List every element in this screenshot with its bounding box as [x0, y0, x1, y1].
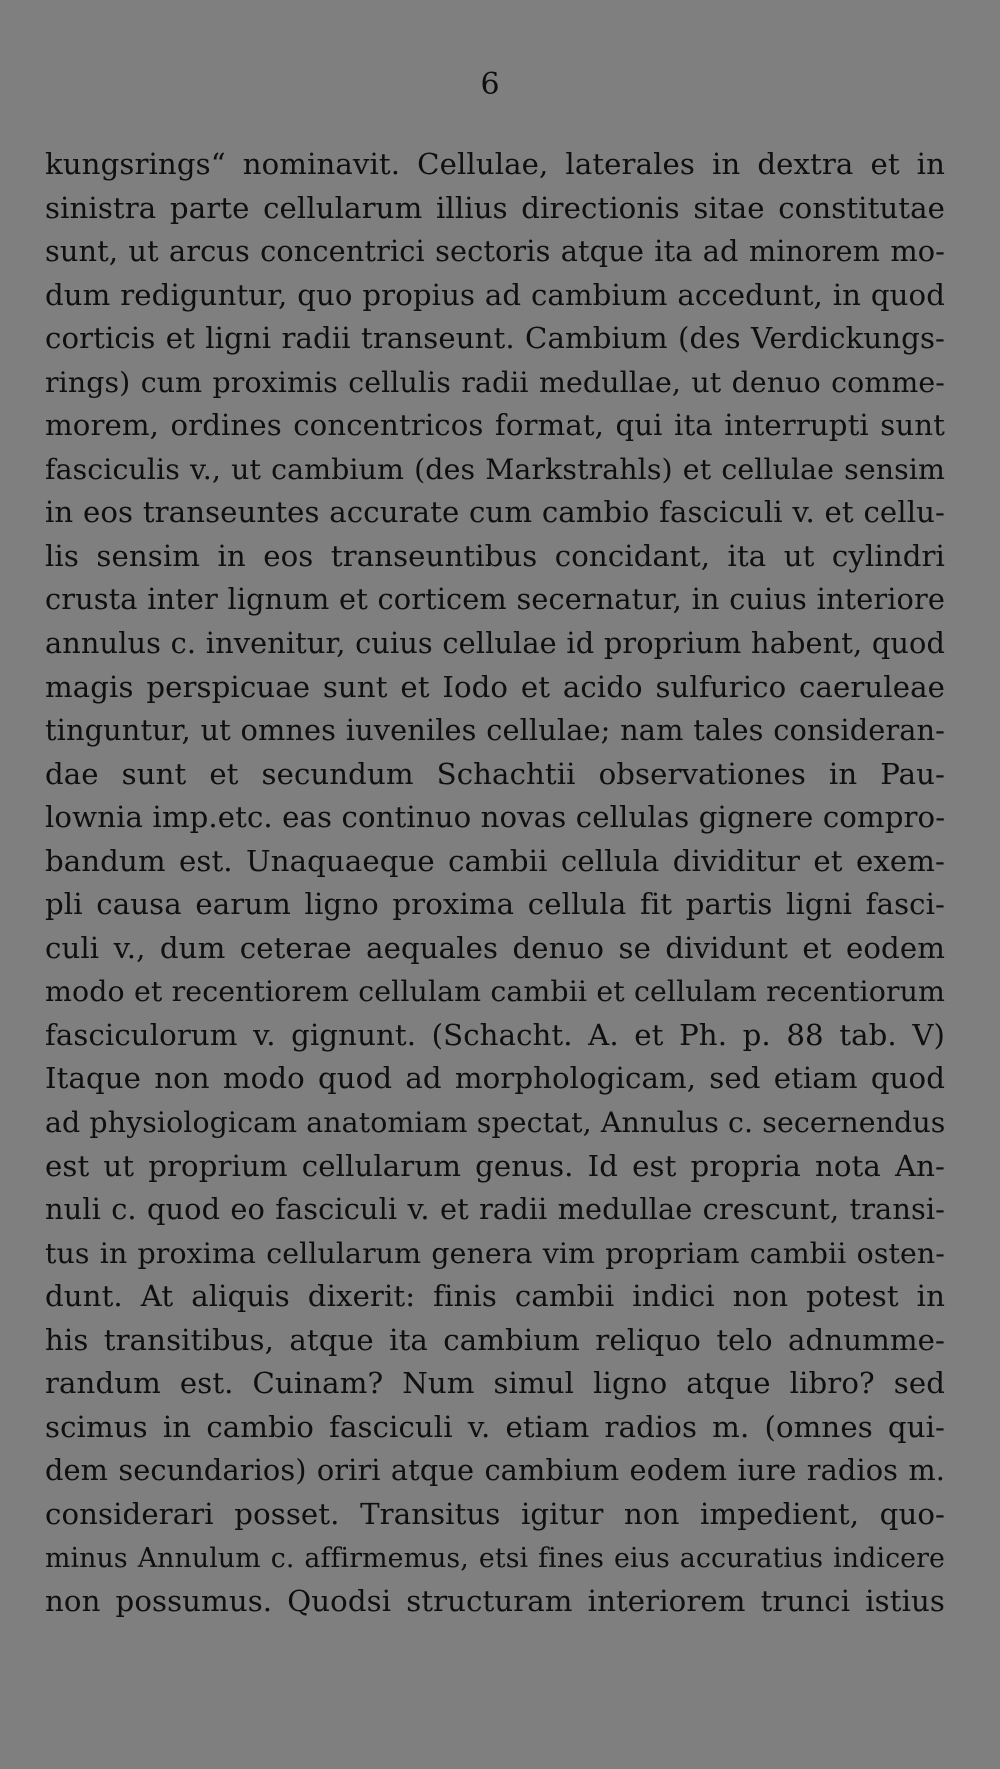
text-line: culi v., dum ceterae aequales denuo se dividunt et eodem — [45, 930, 945, 965]
text-line: sinistra parte cellularum illius directionis sitae constitutae — [45, 190, 945, 225]
text-line: sunt, ut arcus concentrici sectoris atque ita ad minorem mo- — [45, 234, 945, 269]
text-line: morem, ordines concentricos format, qui ita interrupti sunt — [45, 408, 945, 443]
text-line: considerari posset. Transitus igitur non impedient, quo- — [45, 1496, 945, 1531]
text-line: rings) cum proximis cellulis radii medullae, ut denuo comme- — [45, 365, 945, 399]
text-line: corticis et ligni radii transeunt. Cambium (des Verdickungs- — [45, 321, 945, 356]
text-line: tus in proxima cellularum genera vim propriam cambii osten- — [45, 1236, 945, 1270]
text-line: minus Annulum c. affirmemus, etsi fines eius accuratius indicere — [45, 1542, 945, 1574]
text-line: fasciculis v., ut cambium (des Markstrahls) et cellulae sensim — [45, 452, 945, 486]
text-line: randum est. Cuinam? Num simul ligno atque libro? sed — [45, 1366, 945, 1401]
text-line: fasciculorum v. gignunt. (Schacht. A. et Ph. p. 88 tab. V) — [45, 1017, 945, 1052]
body-text — [45, 143, 945, 1624]
text-line: dae sunt et secundum Schachtii observationes in Pau- — [45, 756, 945, 791]
text-line: nuli c. quod eo fasciculi v. et radii medullae crescunt, transi- — [45, 1192, 945, 1227]
text-line: his transitibus, atque ita cambium reliquo telo adnumme- — [45, 1322, 945, 1357]
text-line: dem secundarios) oriri atque cambium eodem iure radios m. — [45, 1453, 945, 1488]
text-line: dunt. At aliquis dixerit: finis cambii indici non potest in — [45, 1279, 945, 1314]
text-line: modo et recentiorem cellulam cambii et cellulam recentiorum — [45, 975, 945, 1009]
text-line: ad physiologicam anatomiam spectat, Annulus c. secernendus — [45, 1106, 946, 1140]
text-line: lis sensim in eos transeuntibus concidant, ita ut cylindri — [45, 538, 945, 573]
page-number: 6 — [480, 67, 500, 102]
text-line: magis perspicuae sunt et Iodo et acido sulfurico caeruleae — [45, 669, 945, 704]
text-line: in eos transeuntes accurate cum cambio fasciculi v. et cellu- — [45, 495, 945, 530]
text-line: annulus c. invenitur, cuius cellulae id proprium habent, quod — [45, 626, 945, 661]
text-line: scimus in cambio fasciculi v. etiam radios m. (omnes qui- — [45, 1409, 945, 1444]
text-line: tinguntur, ut omnes iuveniles cellulae; nam tales consideran- — [45, 713, 945, 748]
text-line: crusta inter lignum et corticem secernatur, in cuius interiore — [45, 582, 945, 617]
text-line: dum rediguntur, quo propius ad cambium accedunt, in quod — [45, 277, 945, 312]
text-line: lownia imp.etc. eas continuo novas cellulas gignere compro- — [45, 800, 946, 835]
text-line: est ut proprium cellularum genus. Id est propria nota An- — [45, 1148, 945, 1183]
text-line: non possumus. Quodsi structuram interiorem trunci istius — [45, 1584, 945, 1619]
text-line: Itaque non modo quod ad morphologicam, sed etiam quod — [45, 1061, 945, 1096]
text-line: bandum est. Unaquaeque cambii cellula dividitur et exem- — [45, 843, 945, 878]
text-line: pli causa earum ligno proxima cellula fit partis ligni fasci- — [45, 887, 945, 922]
text-line: kungsrings“ nominavit. Cellulae, laterales in dextra et in — [45, 147, 945, 181]
